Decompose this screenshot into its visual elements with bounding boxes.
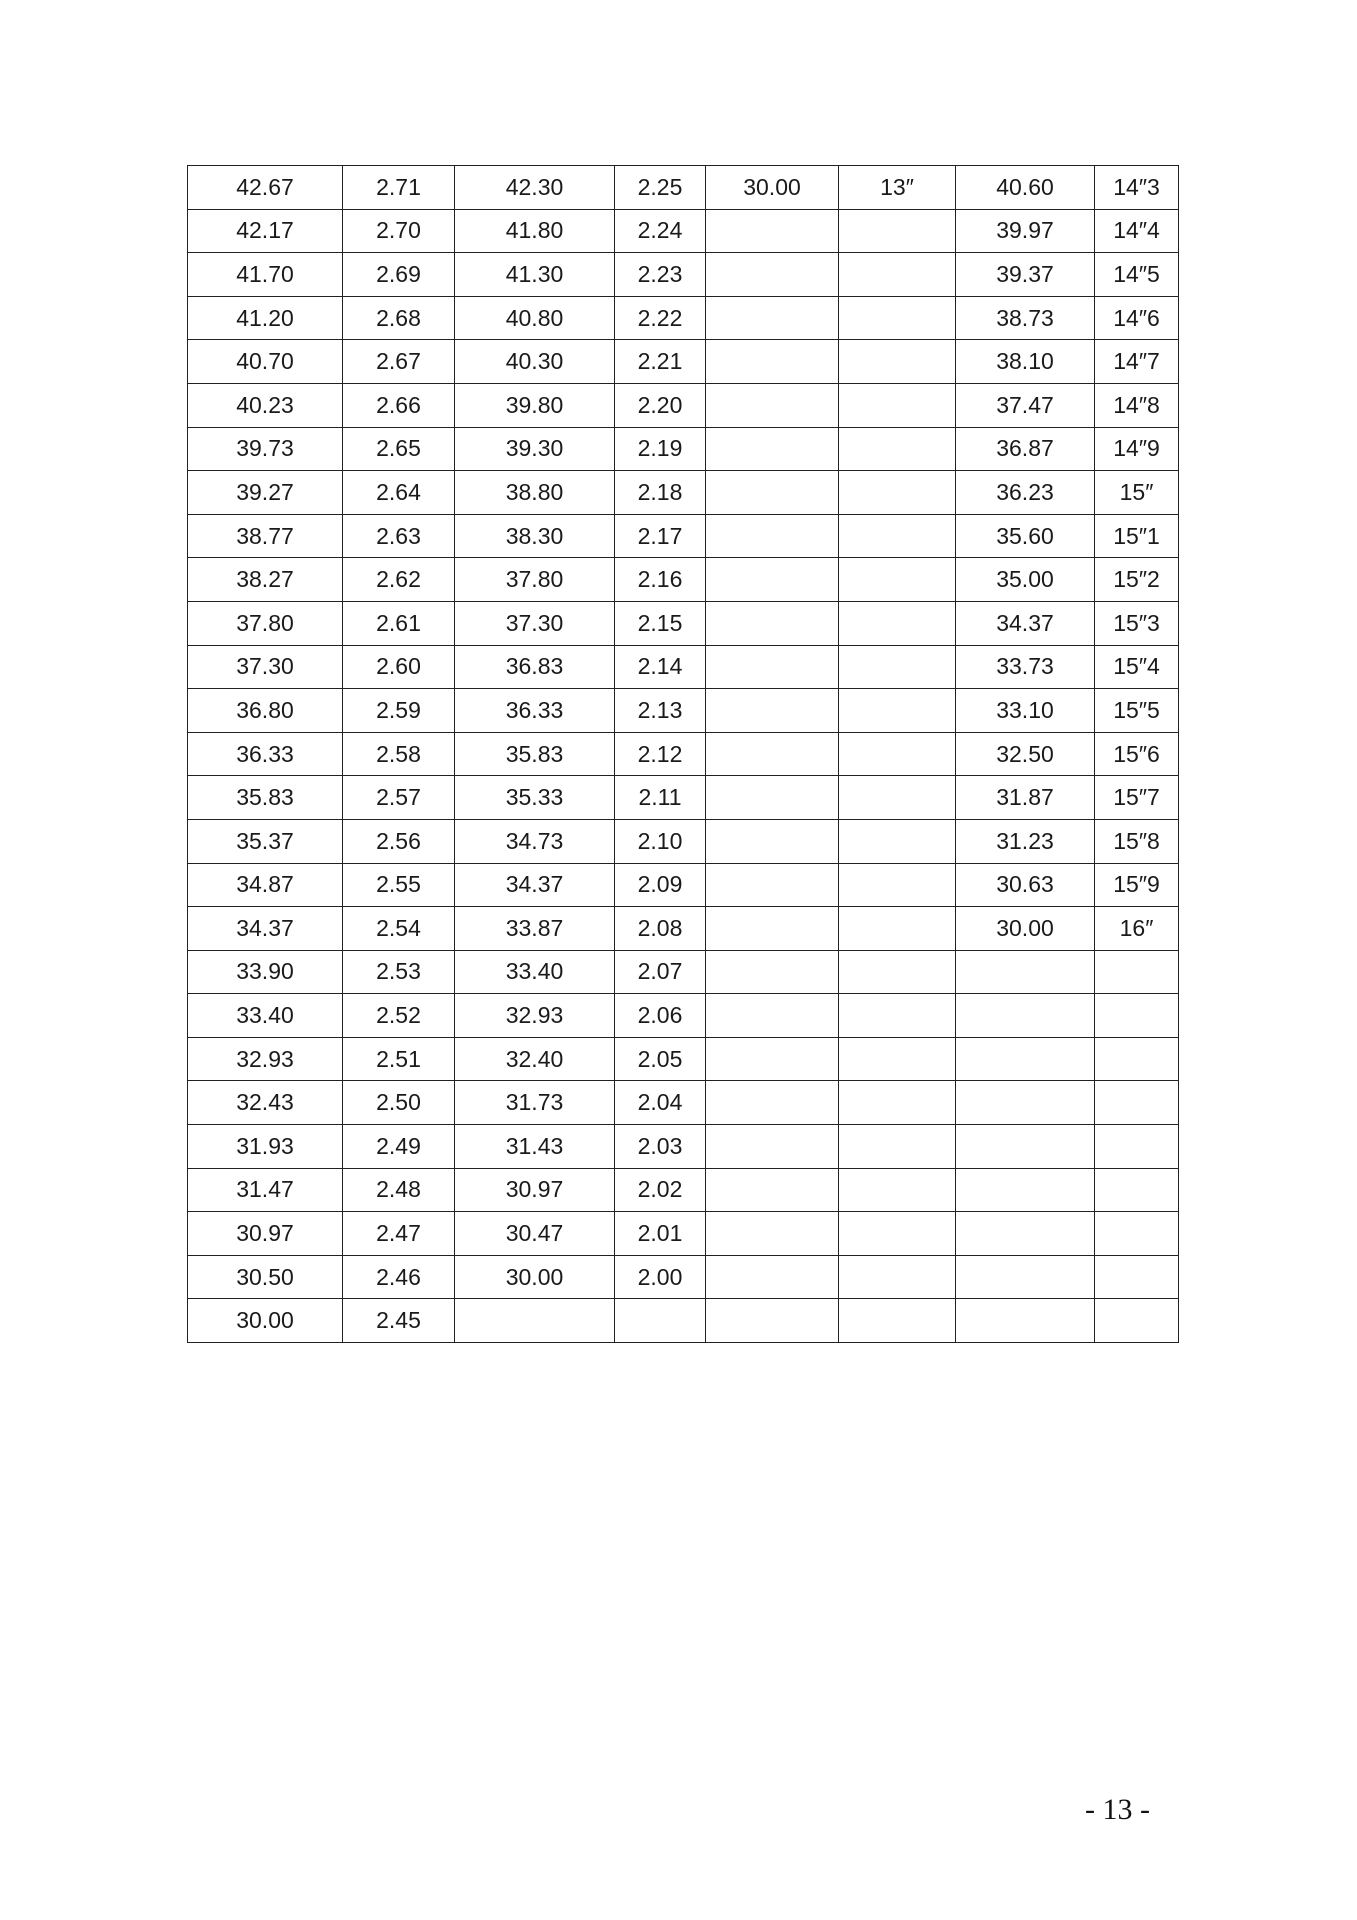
table-cell: 15″6 [1095, 732, 1179, 776]
table-cell [839, 514, 956, 558]
table-cell: 30.97 [188, 1212, 343, 1256]
table-cell: 40.23 [188, 383, 343, 427]
table-cell [956, 1168, 1095, 1212]
table-cell: 37.80 [455, 558, 615, 602]
table-row [188, 732, 1179, 776]
table-cell [706, 296, 839, 340]
table-cell: 34.37 [956, 601, 1095, 645]
table-cell [1095, 1081, 1179, 1125]
table-row [188, 253, 1179, 297]
table-cell: 38.10 [956, 340, 1095, 384]
table-cell [615, 1299, 706, 1343]
table-cell: 39.30 [455, 427, 615, 471]
table-row [188, 296, 1179, 340]
table-cell [706, 1168, 839, 1212]
table-cell: 2.70 [343, 209, 455, 253]
table-cell [956, 1299, 1095, 1343]
table-cell [839, 601, 956, 645]
table-cell: 42.30 [455, 166, 615, 210]
table-cell: 2.06 [615, 994, 706, 1038]
table-cell: 2.15 [615, 601, 706, 645]
table-cell: 14″5 [1095, 253, 1179, 297]
table-cell: 31.87 [956, 776, 1095, 820]
table-cell: 2.68 [343, 296, 455, 340]
table-row [188, 166, 1179, 210]
table-cell: 38.80 [455, 471, 615, 515]
table-cell: 40.80 [455, 296, 615, 340]
table-cell: 15″5 [1095, 689, 1179, 733]
table-cell: 2.00 [615, 1255, 706, 1299]
table-cell [706, 209, 839, 253]
table-cell: 31.93 [188, 1125, 343, 1169]
table-cell: 30.00 [706, 166, 839, 210]
table-cell [455, 1299, 615, 1343]
table-cell: 40.30 [455, 340, 615, 384]
table-cell: 2.62 [343, 558, 455, 602]
table-cell: 16″ [1095, 907, 1179, 951]
table-cell: 34.73 [455, 819, 615, 863]
table-cell [839, 1168, 956, 1212]
table-cell: 33.40 [455, 950, 615, 994]
table-cell: 2.56 [343, 819, 455, 863]
table-cell [706, 1212, 839, 1256]
table-cell [839, 732, 956, 776]
table-cell [706, 907, 839, 951]
table-cell: 14″8 [1095, 383, 1179, 427]
table-cell [706, 1081, 839, 1125]
table-cell: 2.57 [343, 776, 455, 820]
table-cell [706, 732, 839, 776]
table-cell: 38.73 [956, 296, 1095, 340]
table-cell: 2.49 [343, 1125, 455, 1169]
table-row [188, 209, 1179, 253]
table-cell: 2.45 [343, 1299, 455, 1343]
table-cell: 2.67 [343, 340, 455, 384]
table-cell: 2.55 [343, 863, 455, 907]
table-cell: 41.70 [188, 253, 343, 297]
table-cell: 2.21 [615, 340, 706, 384]
table-cell: 2.61 [343, 601, 455, 645]
table-cell: 2.13 [615, 689, 706, 733]
table-cell: 31.47 [188, 1168, 343, 1212]
table-cell: 34.37 [188, 907, 343, 951]
table-cell [1095, 1125, 1179, 1169]
table-cell: 31.73 [455, 1081, 615, 1125]
table-cell: 38.27 [188, 558, 343, 602]
table-cell: 2.51 [343, 1037, 455, 1081]
table-cell: 39.97 [956, 209, 1095, 253]
table-row [188, 340, 1179, 384]
table-cell: 40.60 [956, 166, 1095, 210]
table-cell [706, 253, 839, 297]
table-cell [839, 994, 956, 1038]
table-cell [956, 1125, 1095, 1169]
table-cell: 35.83 [455, 732, 615, 776]
table-cell [706, 1037, 839, 1081]
table-cell [1095, 1299, 1179, 1343]
table-cell [706, 340, 839, 384]
table-cell: 41.30 [455, 253, 615, 297]
table-cell: 33.90 [188, 950, 343, 994]
table-cell [839, 383, 956, 427]
score-table-body [188, 166, 1179, 1343]
table-cell [706, 558, 839, 602]
table-cell [1095, 1168, 1179, 1212]
table-cell: 15″2 [1095, 558, 1179, 602]
table-cell [956, 994, 1095, 1038]
table-cell: 32.50 [956, 732, 1095, 776]
table-cell: 2.47 [343, 1212, 455, 1256]
table-cell [706, 427, 839, 471]
table-cell: 35.83 [188, 776, 343, 820]
table-cell [839, 253, 956, 297]
table-cell: 2.16 [615, 558, 706, 602]
table-cell: 33.40 [188, 994, 343, 1038]
table-cell: 2.09 [615, 863, 706, 907]
table-cell: 38.77 [188, 514, 343, 558]
table-row [188, 471, 1179, 515]
table-cell: 2.25 [615, 166, 706, 210]
table-cell: 2.01 [615, 1212, 706, 1256]
table-cell: 36.87 [956, 427, 1095, 471]
table-cell: 2.03 [615, 1125, 706, 1169]
table-cell [1095, 994, 1179, 1038]
table-cell: 32.43 [188, 1081, 343, 1125]
table-cell [706, 776, 839, 820]
table-cell: 15″8 [1095, 819, 1179, 863]
table-cell: 2.20 [615, 383, 706, 427]
table-cell: 2.22 [615, 296, 706, 340]
table-cell: 2.17 [615, 514, 706, 558]
table-cell: 2.71 [343, 166, 455, 210]
table-cell [839, 558, 956, 602]
table-cell: 2.07 [615, 950, 706, 994]
table-cell: 42.17 [188, 209, 343, 253]
table-cell: 37.47 [956, 383, 1095, 427]
table-cell: 2.65 [343, 427, 455, 471]
table-cell: 2.18 [615, 471, 706, 515]
table-cell: 36.23 [956, 471, 1095, 515]
table-cell [839, 1081, 956, 1125]
table-row [188, 776, 1179, 820]
table-cell: 2.69 [343, 253, 455, 297]
table-cell: 14″6 [1095, 296, 1179, 340]
table-row [188, 950, 1179, 994]
table-cell [706, 950, 839, 994]
table-cell: 2.66 [343, 383, 455, 427]
table-cell: 2.59 [343, 689, 455, 733]
table-cell [839, 863, 956, 907]
table-cell: 30.97 [455, 1168, 615, 1212]
table-cell: 30.00 [188, 1299, 343, 1343]
table-cell: 15″ [1095, 471, 1179, 515]
table-cell: 39.37 [956, 253, 1095, 297]
table-cell: 13″ [839, 166, 956, 210]
table-cell: 2.14 [615, 645, 706, 689]
table-cell [706, 819, 839, 863]
table-cell: 14″4 [1095, 209, 1179, 253]
table-row [188, 601, 1179, 645]
table-cell: 36.33 [455, 689, 615, 733]
table-cell: 36.83 [455, 645, 615, 689]
table-cell [706, 689, 839, 733]
table-cell: 35.37 [188, 819, 343, 863]
table-cell: 14″3 [1095, 166, 1179, 210]
table-cell: 31.43 [455, 1125, 615, 1169]
table-row [188, 1168, 1179, 1212]
table-cell: 15″4 [1095, 645, 1179, 689]
table-row [188, 383, 1179, 427]
table-row [188, 1212, 1179, 1256]
table-cell: 42.67 [188, 166, 343, 210]
table-cell: 40.70 [188, 340, 343, 384]
table-cell [1095, 1255, 1179, 1299]
table-cell: 14″9 [1095, 427, 1179, 471]
table-cell [706, 1125, 839, 1169]
table-cell [956, 950, 1095, 994]
table-cell [839, 209, 956, 253]
table-cell: 15″7 [1095, 776, 1179, 820]
table-cell: 32.93 [188, 1037, 343, 1081]
table-cell: 31.23 [956, 819, 1095, 863]
table-cell: 2.05 [615, 1037, 706, 1081]
table-cell: 15″9 [1095, 863, 1179, 907]
table-row [188, 907, 1179, 951]
table-cell [839, 689, 956, 733]
table-cell: 2.53 [343, 950, 455, 994]
table-cell: 14″7 [1095, 340, 1179, 384]
table-cell: 37.30 [455, 601, 615, 645]
table-cell [956, 1037, 1095, 1081]
table-cell: 15″3 [1095, 601, 1179, 645]
table-row [188, 1255, 1179, 1299]
table-cell: 41.20 [188, 296, 343, 340]
table-cell [839, 471, 956, 515]
table-row [188, 863, 1179, 907]
table-cell: 2.63 [343, 514, 455, 558]
table-row [188, 1081, 1179, 1125]
table-cell: 30.00 [455, 1255, 615, 1299]
table-row [188, 427, 1179, 471]
table-cell: 36.80 [188, 689, 343, 733]
table-cell: 2.52 [343, 994, 455, 1038]
table-cell [839, 1299, 956, 1343]
table-cell: 39.27 [188, 471, 343, 515]
table-cell [956, 1255, 1095, 1299]
table-cell: 2.48 [343, 1168, 455, 1212]
table-cell: 2.08 [615, 907, 706, 951]
table-cell: 33.87 [455, 907, 615, 951]
table-cell: 2.04 [615, 1081, 706, 1125]
table-row [188, 994, 1179, 1038]
table-cell: 2.02 [615, 1168, 706, 1212]
table-cell: 37.80 [188, 601, 343, 645]
table-cell: 2.10 [615, 819, 706, 863]
table-cell: 39.80 [455, 383, 615, 427]
table-cell [706, 514, 839, 558]
table-cell: 33.10 [956, 689, 1095, 733]
table-cell [706, 601, 839, 645]
table-cell: 2.11 [615, 776, 706, 820]
table-cell: 34.37 [455, 863, 615, 907]
table-cell [956, 1212, 1095, 1256]
table-row [188, 558, 1179, 602]
table-cell: 2.19 [615, 427, 706, 471]
table-cell [706, 471, 839, 515]
table-cell: 39.73 [188, 427, 343, 471]
table-cell: 2.64 [343, 471, 455, 515]
table-cell: 15″1 [1095, 514, 1179, 558]
table-cell [706, 645, 839, 689]
score-table [187, 165, 1179, 1343]
table-cell: 2.46 [343, 1255, 455, 1299]
table-cell: 38.30 [455, 514, 615, 558]
table-cell [839, 427, 956, 471]
table-cell [706, 383, 839, 427]
table-row [188, 819, 1179, 863]
table-cell: 35.33 [455, 776, 615, 820]
table-cell [706, 1299, 839, 1343]
table-cell: 32.93 [455, 994, 615, 1038]
table-cell [839, 819, 956, 863]
table-cell: 30.50 [188, 1255, 343, 1299]
page-number: - 13 - [1085, 1793, 1150, 1826]
table-cell: 2.23 [615, 253, 706, 297]
table-cell [839, 645, 956, 689]
table-cell [839, 950, 956, 994]
table-cell: 30.00 [956, 907, 1095, 951]
table-row [188, 514, 1179, 558]
table-cell [839, 340, 956, 384]
table-cell: 2.60 [343, 645, 455, 689]
table-cell [1095, 950, 1179, 994]
table-cell [839, 1212, 956, 1256]
table-cell: 35.00 [956, 558, 1095, 602]
table-cell [1095, 1037, 1179, 1081]
table-cell [839, 1037, 956, 1081]
table-cell: 32.40 [455, 1037, 615, 1081]
table-cell [956, 1081, 1095, 1125]
table-cell [706, 994, 839, 1038]
table-cell [839, 1255, 956, 1299]
table-row [188, 1125, 1179, 1169]
table-cell [839, 907, 956, 951]
table-cell: 30.47 [455, 1212, 615, 1256]
table-cell: 2.54 [343, 907, 455, 951]
table-cell [706, 863, 839, 907]
table-cell: 2.50 [343, 1081, 455, 1125]
table-cell [839, 296, 956, 340]
table-cell: 37.30 [188, 645, 343, 689]
table-cell [839, 776, 956, 820]
table-cell: 36.33 [188, 732, 343, 776]
table-cell: 2.58 [343, 732, 455, 776]
table-cell: 33.73 [956, 645, 1095, 689]
table-cell [706, 1255, 839, 1299]
table-cell: 2.12 [615, 732, 706, 776]
table-row [188, 645, 1179, 689]
table-row [188, 1037, 1179, 1081]
table-row [188, 1299, 1179, 1343]
table-cell [839, 1125, 956, 1169]
table-cell: 30.63 [956, 863, 1095, 907]
table-cell: 35.60 [956, 514, 1095, 558]
table-cell: 2.24 [615, 209, 706, 253]
table-cell [1095, 1212, 1179, 1256]
table-row [188, 689, 1179, 733]
table-cell: 41.80 [455, 209, 615, 253]
table-cell: 34.87 [188, 863, 343, 907]
